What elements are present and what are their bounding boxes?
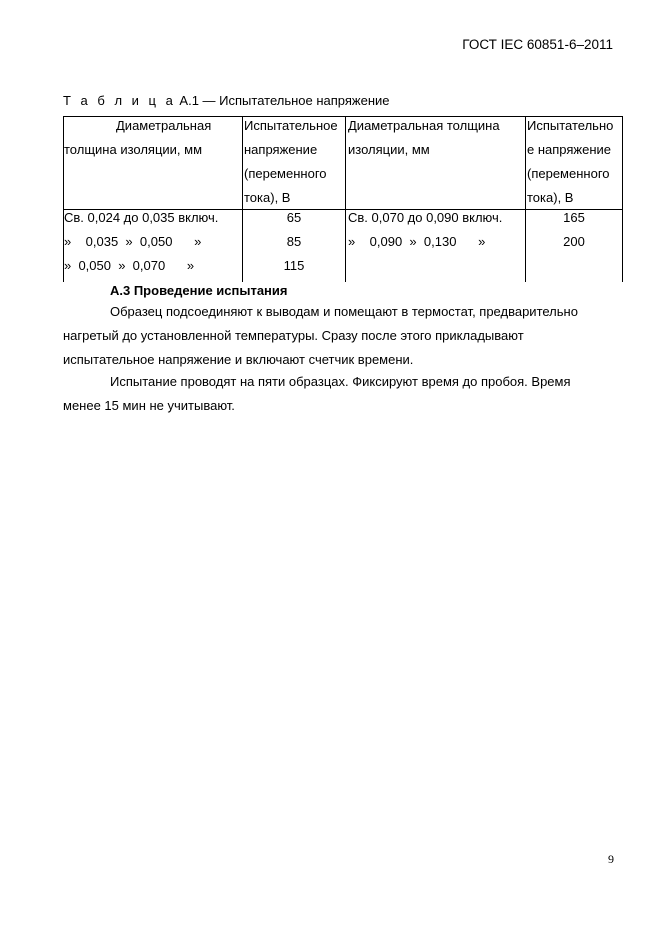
- table-row-right-1-voltage: 165: [563, 210, 585, 225]
- voltage-table: [63, 116, 623, 282]
- header-voltage-right: Испытательно е напряжение (переменного тока), В: [527, 118, 614, 205]
- table-row-left-1-range: Св. 0,024 до 0,035 включ.: [64, 210, 219, 225]
- table-caption-title: А.1 — Испытательное напряжение: [175, 93, 390, 108]
- table-border-right: [622, 116, 623, 282]
- table-divider-2: [345, 116, 346, 282]
- paragraph-procedure: Образец подсоединяют к выводам и помещают в термостат, предварительно нагретый до установленной температуры. Сразу после этого прикладывают испытательное напряжение и включают счетчик времени.: [63, 304, 578, 367]
- table-divider-3: [525, 116, 526, 282]
- table-row-left-3-range: » 0,050 » 0,070 »: [64, 258, 195, 273]
- table-row-left-1-voltage: 65: [286, 210, 302, 225]
- table-caption: [63, 93, 390, 108]
- table-row-left-3-voltage: 115: [283, 258, 305, 273]
- table-caption-word: Т а б л и ц а: [63, 93, 176, 108]
- page-number: 9: [608, 852, 614, 866]
- paragraph-samples: Испытание проводят на пяти образцах. Фиксируют время до пробоя. Время менее 15 мин не учитывают.: [63, 374, 571, 413]
- section-heading: А.3 Проведение испытания: [110, 283, 288, 298]
- table-row-right-2-range: » 0,090 » 0,130 »: [348, 234, 486, 249]
- table-row-right-2-voltage: 200: [563, 234, 585, 249]
- table-row-right-1-range: Св. 0,070 до 0,090 включ.: [348, 210, 503, 225]
- table-row-left-2-range: » 0,035 » 0,050 »: [64, 234, 202, 249]
- header-voltage-left: Испытательное напряжение (переменного тока), В: [244, 118, 338, 205]
- document-code: ГОСТ IEC 60851-6–2011: [462, 37, 613, 52]
- header-thickness-left: Диаметральная толщина изоляции, мм: [64, 118, 212, 157]
- table-row-left-2-voltage: 85: [286, 234, 302, 249]
- header-thickness-right: Диаметральная толщина изоляции, мм: [348, 118, 500, 157]
